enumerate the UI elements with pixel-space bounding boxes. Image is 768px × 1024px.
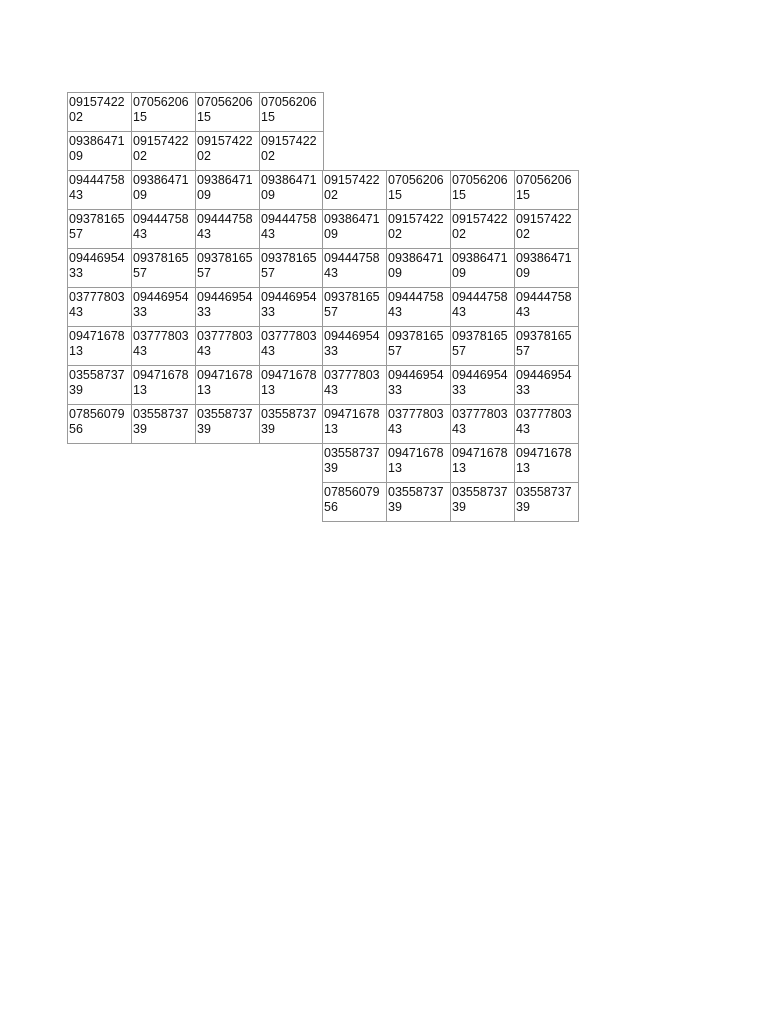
table-cell[interactable]: 09386471 09 bbox=[450, 248, 515, 288]
table-cell[interactable]: 09471678 13 bbox=[259, 365, 324, 405]
table-cell[interactable]: 09157422 02 bbox=[131, 131, 196, 171]
table-cell[interactable]: 09378165 57 bbox=[67, 209, 132, 249]
table-cell[interactable]: 09157422 02 bbox=[386, 209, 451, 249]
table-cell[interactable]: 09386471 09 bbox=[131, 170, 196, 210]
table-cell[interactable]: 07856079 56 bbox=[322, 482, 387, 522]
table-cell[interactable]: 09378165 57 bbox=[195, 248, 260, 288]
table-cell[interactable]: 09444758 43 bbox=[259, 209, 324, 249]
table-cell[interactable]: 09444758 43 bbox=[450, 287, 515, 327]
table-cell[interactable]: 09378165 57 bbox=[386, 326, 451, 366]
table-cell[interactable]: 09157422 02 bbox=[450, 209, 515, 249]
table-cell[interactable]: 07056206 15 bbox=[514, 170, 579, 210]
table-cell[interactable]: 03777803 43 bbox=[514, 404, 579, 444]
table-cell[interactable]: 03558737 39 bbox=[514, 482, 579, 522]
table-cell[interactable]: 09386471 09 bbox=[386, 248, 451, 288]
table-cell[interactable]: 03558737 39 bbox=[386, 482, 451, 522]
table-cell[interactable]: 09446954 33 bbox=[514, 365, 579, 405]
table-cell[interactable]: 09471678 13 bbox=[322, 404, 387, 444]
table-cell[interactable]: 03777803 43 bbox=[259, 326, 324, 366]
table-cell[interactable]: 09446954 33 bbox=[131, 287, 196, 327]
table-cell[interactable]: 09444758 43 bbox=[131, 209, 196, 249]
table-cell[interactable]: 09378165 57 bbox=[514, 326, 579, 366]
table-cell[interactable]: 09378165 57 bbox=[259, 248, 324, 288]
table-cell[interactable]: 07056206 15 bbox=[259, 92, 324, 132]
table-cell[interactable]: 09471678 13 bbox=[195, 365, 260, 405]
table-cell[interactable]: 03558737 39 bbox=[131, 404, 196, 444]
table-cell[interactable]: 09378165 57 bbox=[322, 287, 387, 327]
table-cell[interactable]: 09446954 33 bbox=[259, 287, 324, 327]
table-cell[interactable]: 09446954 33 bbox=[195, 287, 260, 327]
table-cell[interactable]: 07056206 15 bbox=[195, 92, 260, 132]
table-cell[interactable]: 03777803 43 bbox=[195, 326, 260, 366]
table-cell[interactable]: 09386471 09 bbox=[259, 170, 324, 210]
table-cell[interactable]: 09444758 43 bbox=[67, 170, 132, 210]
table-cell[interactable]: 09386471 09 bbox=[322, 209, 387, 249]
table-cell[interactable]: 03777803 43 bbox=[67, 287, 132, 327]
table-cell[interactable]: 09386471 09 bbox=[67, 131, 132, 171]
table-cell[interactable]: 09444758 43 bbox=[195, 209, 260, 249]
table-cell[interactable]: 09157422 02 bbox=[67, 92, 132, 132]
table-cell[interactable]: 09157422 02 bbox=[322, 170, 387, 210]
table-cell[interactable]: 09446954 33 bbox=[67, 248, 132, 288]
table-cell[interactable]: 03558737 39 bbox=[322, 443, 387, 483]
table-cell[interactable]: 09471678 13 bbox=[450, 443, 515, 483]
table-cell[interactable]: 09444758 43 bbox=[322, 248, 387, 288]
table-cell[interactable]: 03558737 39 bbox=[259, 404, 324, 444]
table-cell[interactable]: 03558737 39 bbox=[67, 365, 132, 405]
table-cell[interactable]: 09471678 13 bbox=[131, 365, 196, 405]
table-cell[interactable]: 07856079 56 bbox=[67, 404, 132, 444]
table-cell[interactable]: 07056206 15 bbox=[386, 170, 451, 210]
table-cell[interactable]: 07056206 15 bbox=[450, 170, 515, 210]
table-cell[interactable]: 09386471 09 bbox=[195, 170, 260, 210]
table-cell[interactable]: 03558737 39 bbox=[450, 482, 515, 522]
table-cell[interactable]: 09444758 43 bbox=[386, 287, 451, 327]
table-cell[interactable]: 09386471 09 bbox=[514, 248, 579, 288]
table-cell[interactable]: 03777803 43 bbox=[386, 404, 451, 444]
table-cell[interactable]: 09157422 02 bbox=[195, 131, 260, 171]
table-cell[interactable]: 09157422 02 bbox=[514, 209, 579, 249]
table-cell[interactable]: 07056206 15 bbox=[131, 92, 196, 132]
table-cell[interactable]: 09157422 02 bbox=[259, 131, 324, 171]
table-cell[interactable]: 09446954 33 bbox=[322, 326, 387, 366]
table-cell[interactable]: 09471678 13 bbox=[514, 443, 579, 483]
table-cell[interactable]: 09378165 57 bbox=[131, 248, 196, 288]
table-cell[interactable]: 03777803 43 bbox=[322, 365, 387, 405]
table-cell[interactable]: 09471678 13 bbox=[386, 443, 451, 483]
table-cell[interactable]: 03777803 43 bbox=[450, 404, 515, 444]
table-cell[interactable]: 03777803 43 bbox=[131, 326, 196, 366]
table-cell[interactable]: 09378165 57 bbox=[450, 326, 515, 366]
table-cell[interactable]: 09446954 33 bbox=[386, 365, 451, 405]
table-cell[interactable]: 09471678 13 bbox=[67, 326, 132, 366]
table-cell[interactable]: 09446954 33 bbox=[450, 365, 515, 405]
table-cell[interactable]: 09444758 43 bbox=[514, 287, 579, 327]
table-cell[interactable]: 03558737 39 bbox=[195, 404, 260, 444]
